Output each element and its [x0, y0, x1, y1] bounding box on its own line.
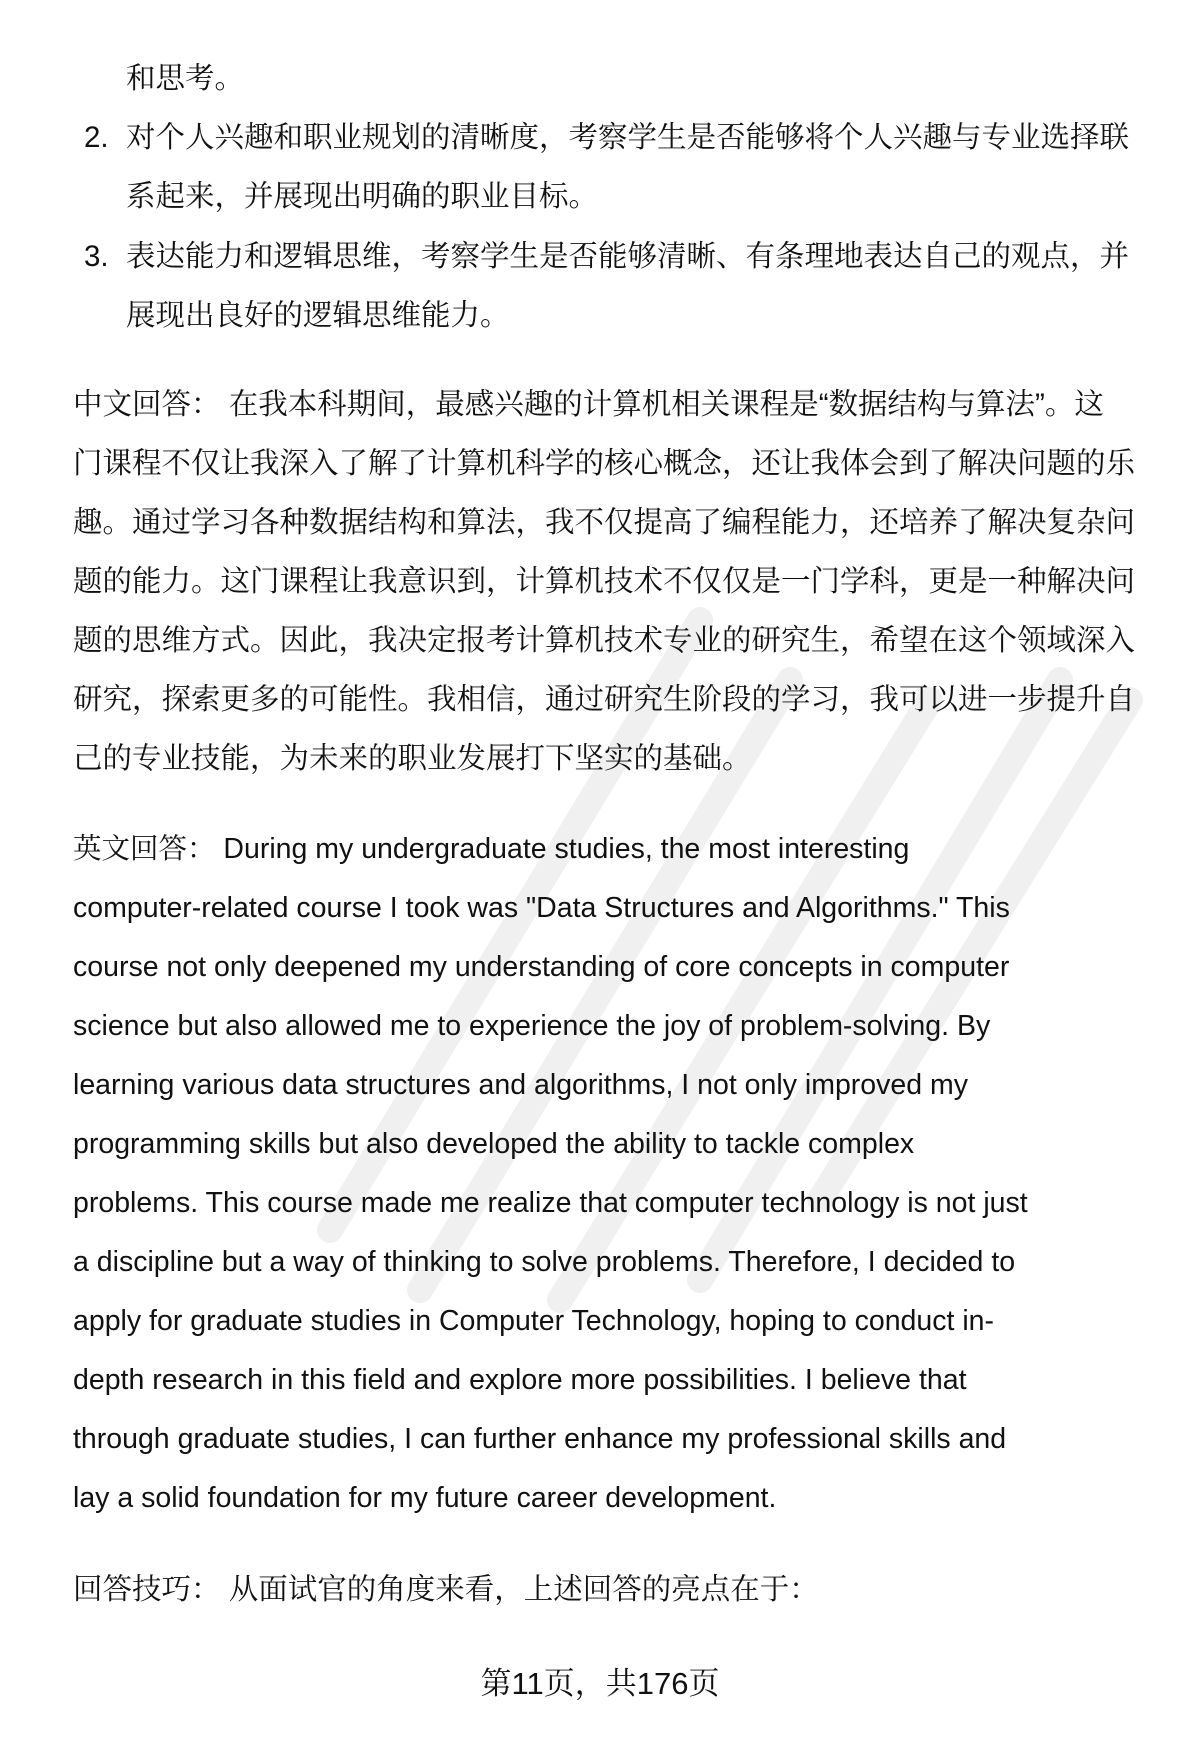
paragraph-line: 题的思维方式。因此，我决定报考计算机技术专业的研究生，希望在这个领域深入: [73, 624, 1136, 657]
criteria-item2-number: 2.: [84, 121, 109, 154]
criteria-item3-number: 3.: [84, 240, 109, 273]
paragraph-line: lay a solid foundation for my future career development.: [73, 1482, 777, 1514]
paragraph-line: computer-related course I took was "Data Structures and Algorithms." This: [73, 892, 1010, 924]
paragraph-line: 趣。通过学习各种数据结构和算法，我不仅提高了编程能力，还培养了解决复杂问: [73, 506, 1136, 539]
paragraph-line: a discipline but a way of thinking to solve problems. Therefore, I decided to: [73, 1246, 1016, 1278]
paragraph-line: 门课程不仅让我深入了解了计算机科学的核心概念，还让我体会到了解决问题的乐: [73, 447, 1136, 480]
paragraph-line: programming skills but also developed the ability to tackle complex: [73, 1128, 915, 1160]
paragraph-line: 己的专业技能，为未来的职业发展打下坚实的基础。: [73, 742, 752, 775]
paragraph-line: problems. This course made me realize that computer technology is not just: [73, 1187, 1028, 1219]
criteria-item3-line: 展现出良好的逻辑思维能力。: [126, 299, 510, 332]
paragraph-line: through graduate studies, I can further enhance my professional skills and: [73, 1423, 1007, 1455]
answer-tips: 回答技巧： 从面试官的角度来看，上述回答的亮点在于：: [73, 1573, 819, 1606]
page-number: 第11页，共176页: [480, 1666, 720, 1701]
paragraph-line: 中文回答： 在我本科期间，最感兴趣的计算机相关课程是“数据结构与算法”。这: [73, 388, 1104, 421]
criteria-item2-line: 对个人兴趣和职业规划的清晰度，考察学生是否能够将个人兴趣与专业选择联: [126, 121, 1130, 154]
paragraph-line: 英文回答： During my undergraduate studies, the most interesting: [73, 833, 910, 865]
paragraph-line: apply for graduate studies in Computer Technology, hoping to conduct in-: [73, 1305, 995, 1337]
criteria-item2-line: 系起来，并展现出明确的职业目标。: [126, 180, 599, 213]
paragraph-line: course not only deepened my understanding of core concepts in computer: [73, 951, 1010, 983]
paragraph-line: science but also allowed me to experience the joy of problem-solving. By: [73, 1010, 991, 1042]
criteria-item3-line: 表达能力和逻辑思维，考察学生是否能够清晰、有条理地表达自己的观点，并: [126, 240, 1130, 273]
paragraph-line: 题的能力。这门课程让我意识到，计算机技术不仅仅是一门学科，更是一种解决问: [73, 565, 1136, 598]
paragraph-line: learning various data structures and algorithms, I not only improved my: [73, 1069, 969, 1101]
criteria-item1-tail: 和思考。: [126, 62, 245, 95]
paragraph-line: 研究，探索更多的可能性。我相信，通过研究生阶段的学习，我可以进一步提升自: [73, 683, 1136, 716]
paragraph-line: depth research in this field and explore more possibilities. I believe that: [73, 1364, 967, 1396]
